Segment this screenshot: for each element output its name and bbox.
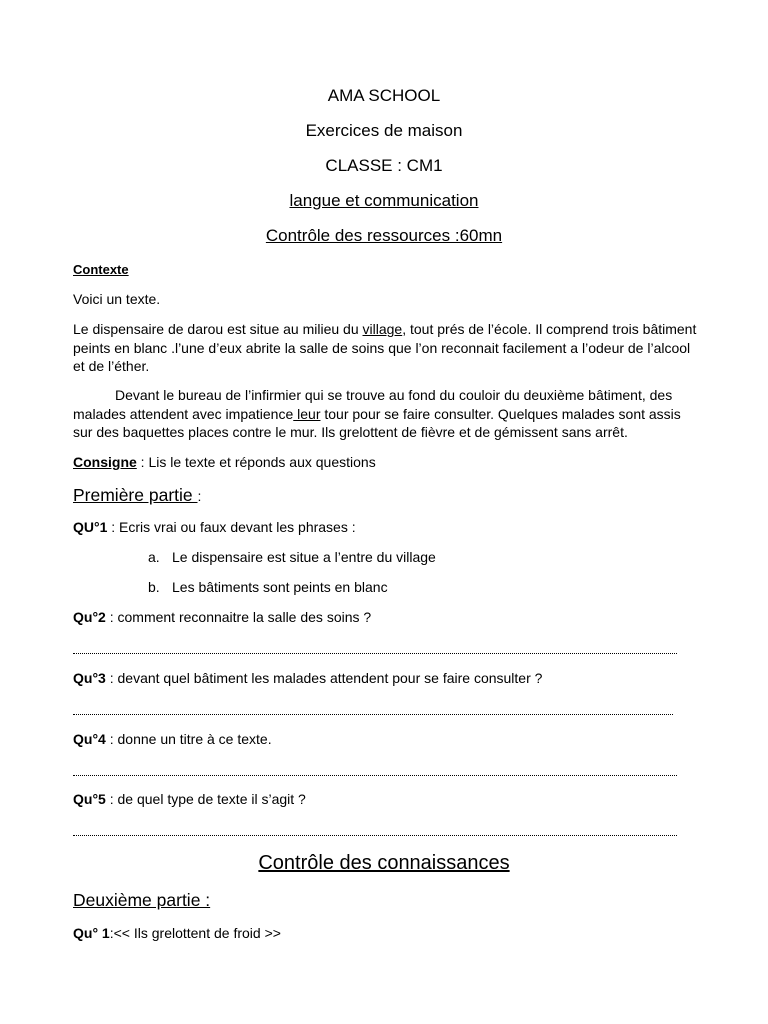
worksheet-subtitle: Exercices de maison bbox=[305, 121, 463, 140]
question-4 bbox=[73, 730, 698, 749]
question-4-text: : donne un titre à ce texte. bbox=[105, 731, 272, 747]
subject-title bbox=[0, 191, 768, 211]
class-line: CLASSE : CM1 bbox=[325, 156, 443, 175]
p2-start: Devant le bureau de l’infirmier qui se trouve au fond du couloir du deuxième bâtiment, des malades attendent avec impatience bbox=[73, 387, 673, 422]
p1-end: , tout prés de l’école. Il comprend trois bâtiment peints en blanc .l’une d’eux abrite la salle de soins que l’on reconnait facilement a l’odeur de l’alcool et de l’éther. bbox=[73, 321, 697, 374]
question-1 bbox=[73, 518, 698, 537]
consigne-label: Consigne bbox=[73, 454, 137, 470]
question-5-text: : de quel type de texte il s’agit ? bbox=[105, 791, 306, 807]
knowledge-title bbox=[0, 851, 768, 875]
question-2-text: : comment reconnaitre la salle des soins ? bbox=[105, 609, 372, 625]
question-3 bbox=[73, 669, 698, 688]
question-2-label: Qu°2 bbox=[73, 609, 106, 625]
question-3-text: : devant quel bâtiment les malades attendent pour se faire consulter ? bbox=[105, 670, 543, 686]
part1-title: Première partie bbox=[73, 485, 198, 505]
school-name: AMA SCHOOL bbox=[327, 86, 441, 105]
part2-heading bbox=[73, 889, 210, 911]
q1-item-b-text: Les bâtiments sont peints en blanc bbox=[172, 579, 388, 595]
p2-end: tour pour se faire consulter. Quelques malades sont assis sur des baquettes places contre le mur. Ils grelottent de fièvre et de gémissent sans arrêt. bbox=[73, 405, 681, 440]
answer-line-5 bbox=[73, 822, 677, 836]
context-paragraph-2 bbox=[73, 386, 698, 442]
context-heading bbox=[73, 261, 698, 280]
part2-title: Deuxième partie : bbox=[73, 890, 211, 910]
part1-heading bbox=[73, 484, 201, 507]
q1-item-b bbox=[148, 578, 648, 597]
context-paragraph-1 bbox=[73, 320, 698, 376]
question-1-text: : Ecris vrai ou faux devant les phrases : bbox=[107, 519, 356, 535]
part2-q1-label: Qu° 1 bbox=[73, 925, 110, 941]
question-4-label: Qu°4 bbox=[73, 731, 106, 747]
part2-q1-text: :<< Ils grelottent de froid >> bbox=[109, 925, 281, 941]
q1-item-b-marker: b. bbox=[148, 579, 160, 595]
question-3-label: Qu°3 bbox=[73, 670, 106, 686]
knowledge-title-text: Contrôle des connaissances bbox=[258, 852, 510, 874]
answer-line-3 bbox=[73, 701, 673, 715]
subject-text: langue et communication bbox=[289, 191, 479, 210]
context-intro: Voici un texte. bbox=[73, 291, 161, 307]
consigne-text: : Lis le texte et réponds aux questions bbox=[136, 454, 376, 470]
question-5 bbox=[73, 790, 698, 809]
q1-item-a bbox=[148, 548, 648, 567]
question-5-label: Qu°5 bbox=[73, 791, 106, 807]
p1-village-underlined: village bbox=[362, 321, 403, 337]
question-1-label: QU°1 bbox=[73, 519, 108, 535]
answer-line-4 bbox=[73, 762, 677, 776]
part2-question-1 bbox=[73, 924, 698, 943]
part1-colon: : bbox=[197, 488, 202, 504]
q1-item-a-marker: a. bbox=[148, 549, 160, 565]
consigne-line bbox=[73, 453, 698, 472]
section-title bbox=[0, 226, 768, 246]
context-label: Contexte bbox=[73, 262, 129, 277]
answer-line-2 bbox=[73, 640, 677, 654]
q1-item-a-text: Le dispensaire est situe a l’entre du village bbox=[172, 549, 436, 565]
p1-start: Le dispensaire de darou est situe au milieu du bbox=[73, 321, 363, 337]
section-title-text: Contrôle des ressources :60mn bbox=[265, 226, 503, 245]
question-2 bbox=[73, 608, 698, 627]
p2-leur-underlined: leur bbox=[293, 405, 321, 422]
